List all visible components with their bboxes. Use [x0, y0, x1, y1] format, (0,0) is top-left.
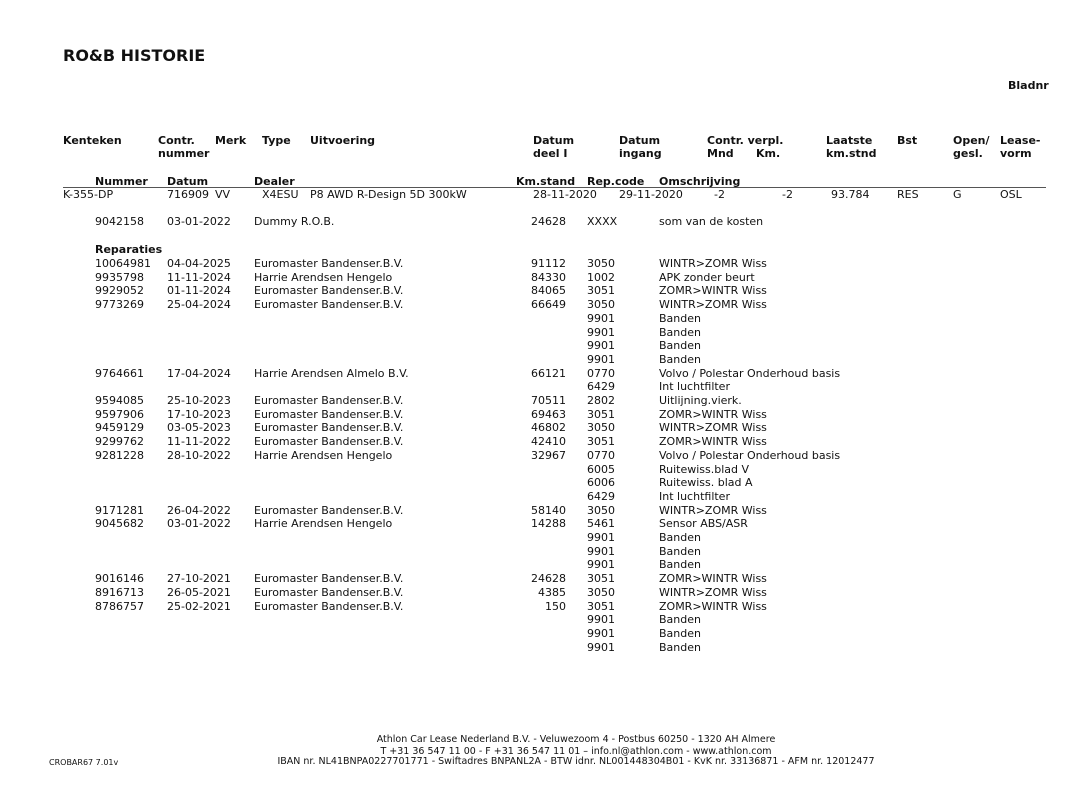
row-omschrijving: WINTR>ZOMR Wiss [659, 257, 767, 270]
row-km: 66649 [531, 298, 566, 312]
row-datum: 25-10-2023 [167, 394, 231, 407]
row-omschrijving: Uitlijning.vierk. [659, 394, 742, 407]
vehicle-merk: VV [215, 188, 231, 201]
col-datum: Datum [167, 175, 209, 188]
row-omschrijving: Banden [659, 558, 701, 572]
row-dealer: Harrie Arendsen Hengelo [254, 517, 393, 531]
row-repcode: 9901 [587, 613, 615, 627]
row-datum: 26-04-2022 [167, 503, 231, 517]
row-nummer: 9594085 [95, 394, 144, 407]
row-km: 84065 [531, 284, 566, 298]
vehicle-contract: 716909 [167, 188, 209, 201]
row-repcode: 9901 [587, 544, 615, 558]
row-repcode: 1002 [587, 270, 615, 284]
row-nummer: 9281228 [95, 448, 144, 462]
row-omschrijving: Volvo / Polestar Onderhoud basis [659, 448, 841, 462]
vehicle-datum-ingang: 29-11-2020 [619, 188, 683, 201]
row-datum: 17-04-2024 [167, 366, 231, 380]
col-datum-deel: Datum [533, 134, 575, 147]
row-dealer: Euromaster Bandenser.B.V. [254, 503, 404, 517]
row-repcode: 3050 [587, 503, 615, 517]
row-omschrijving: Sensor ABS/ASR [659, 517, 748, 531]
row-omschrijving: WINTR>ZOMR Wiss [659, 503, 767, 517]
row-km: 24628 [531, 572, 566, 586]
row-datum: 01-11-2024 [167, 284, 231, 298]
row-omschrijving: Banden [659, 311, 701, 325]
vehicle-mnd: -2 [714, 188, 725, 201]
row-repcode: 6005 [587, 462, 615, 476]
col-datum-ingang: Datum [619, 134, 661, 147]
col-dealer: Dealer [254, 175, 295, 188]
row-repcode: 9901 [587, 531, 615, 544]
col-open-2: gesl. [953, 147, 983, 160]
row-omschrijving: ZOMR>WINTR Wiss [659, 435, 767, 449]
row-nummer: 9171281 [95, 503, 144, 517]
footer-bank: IBAN nr. NL41BNPA0227701771 - Swiftadres BNPANL2A - BTW idnr. NL001448304B01 - KvK nr. 33136871 - AFM nr. 12012477 [277, 756, 875, 767]
row-datum: 04-04-2025 [167, 257, 231, 270]
summary-omschrijving: som van de kosten [659, 215, 764, 228]
row-repcode: 3051 [587, 599, 615, 613]
row-km: 70511 [531, 394, 566, 407]
col-laatste: Laatste [826, 134, 873, 147]
row-dealer: Euromaster Bandenser.B.V. [254, 407, 404, 421]
page-title: RO&B HISTORIE [63, 46, 206, 65]
row-repcode: 9901 [587, 311, 615, 325]
row-datum: 26-05-2021 [167, 585, 231, 599]
row-omschrijving: APK zonder beurt [659, 270, 755, 284]
row-km: 32967 [531, 448, 566, 462]
row-omschrijving: Int luchtfilter [659, 489, 730, 503]
row-omschrijving: Int luchtfilter [659, 380, 730, 394]
bladnr-label: Bladnr [1008, 79, 1049, 92]
summary-code: XXXX [587, 215, 618, 228]
row-omschrijving: Ruitewiss. blad A [659, 476, 753, 490]
col-open: Open/ [953, 134, 990, 147]
col-datum-deel-2: deel I [533, 147, 568, 160]
col-merk: Merk [215, 134, 247, 147]
col-nummer: Nummer [95, 175, 148, 188]
footer-contact: T +31 36 547 11 00 - F +31 36 547 11 01 – info.nl@athlon.com - www.athlon.com [380, 746, 772, 757]
row-repcode: 9901 [587, 325, 615, 339]
col-lease: Lease- [1000, 134, 1041, 147]
row-datum: 11-11-2024 [167, 270, 231, 284]
summary-nummer: 9042158 [95, 215, 144, 228]
row-dealer: Euromaster Bandenser.B.V. [254, 284, 404, 298]
row-nummer: 9597906 [95, 407, 144, 421]
row-km: 66121 [531, 366, 566, 380]
row-repcode: 0770 [587, 448, 615, 462]
row-repcode: 9901 [587, 352, 615, 366]
col-mnd: Mnd [707, 147, 734, 160]
row-nummer: 9299762 [95, 435, 144, 449]
footer-address: Athlon Car Lease Nederland B.V. - Veluwezoom 4 - Postbus 60250 - 1320 AH Almere [376, 734, 776, 745]
row-repcode: 2802 [587, 394, 615, 407]
col-repcode: Rep.code [587, 175, 645, 188]
row-datum: 17-10-2023 [167, 407, 231, 421]
col-contr-verpl: Contr. verpl. [707, 134, 784, 147]
row-dealer: Euromaster Bandenser.B.V. [254, 257, 404, 270]
row-km: 58140 [531, 503, 566, 517]
row-datum: 03-01-2022 [167, 517, 231, 531]
row-repcode: 9901 [587, 558, 615, 572]
row-dealer: Harrie Arendsen Hengelo [254, 270, 393, 284]
row-datum: 25-02-2021 [167, 599, 231, 613]
row-repcode: 0770 [587, 366, 615, 380]
row-dealer: Euromaster Bandenser.B.V. [254, 572, 404, 586]
row-omschrijving: ZOMR>WINTR Wiss [659, 407, 767, 421]
col-km: Km. [756, 147, 781, 160]
vehicle-lease: OSL [1000, 188, 1022, 201]
row-omschrijving: Banden [659, 352, 701, 366]
row-datum: 11-11-2022 [167, 435, 231, 449]
row-datum: 03-05-2023 [167, 421, 231, 435]
row-km: 42410 [531, 435, 566, 449]
row-nummer: 9016146 [95, 572, 144, 586]
row-nummer: 9935798 [95, 270, 144, 284]
row-omschrijving: WINTR>ZOMR Wiss [659, 585, 767, 599]
row-dealer: Euromaster Bandenser.B.V. [254, 421, 404, 435]
row-omschrijving: Banden [659, 613, 701, 627]
row-repcode: 3050 [587, 298, 615, 312]
vehicle-kenteken: K-355-DP [63, 188, 114, 201]
row-datum: 28-10-2022 [167, 448, 231, 462]
row-omschrijving: Ruitewiss.blad V [659, 462, 750, 476]
summary-dealer: Dummy R.O.B. [254, 215, 335, 228]
row-repcode: 3050 [587, 585, 615, 599]
col-datum-ingang-2: ingang [619, 147, 662, 160]
col-omschrijving: Omschrijving [659, 175, 741, 188]
row-omschrijving: Banden [659, 640, 701, 654]
row-km: 150 [545, 599, 566, 613]
row-dealer: Harrie Arendsen Almelo B.V. [254, 366, 409, 380]
col-uitvoering: Uitvoering [310, 134, 376, 147]
row-repcode: 3051 [587, 407, 615, 421]
col-laatste-2: km.stnd [826, 147, 877, 160]
col-contr-nummer: nummer [158, 147, 210, 160]
row-omschrijving: Banden [659, 531, 701, 544]
row-repcode: 6006 [587, 476, 615, 490]
row-nummer: 9459129 [95, 421, 144, 435]
row-km: 84330 [531, 270, 566, 284]
row-omschrijving: ZOMR>WINTR Wiss [659, 599, 767, 613]
row-dealer: Euromaster Bandenser.B.V. [254, 585, 404, 599]
row-km: 69463 [531, 407, 566, 421]
col-type: Type [262, 134, 291, 147]
vehicle-laatste-kmstand: 93.784 [831, 188, 870, 201]
row-repcode: 9901 [587, 640, 615, 654]
col-kenteken: Kenteken [63, 134, 122, 147]
document-code: CROBAR67 7.01v [49, 758, 119, 767]
summary-km: 24628 [531, 215, 566, 228]
col-kmstand: Km.stand [516, 175, 576, 188]
row-repcode: 3050 [587, 421, 615, 435]
row-dealer: Euromaster Bandenser.B.V. [254, 599, 404, 613]
row-repcode: 9901 [587, 626, 615, 640]
row-omschrijving: Banden [659, 325, 701, 339]
row-repcode: 6429 [587, 380, 615, 394]
row-omschrijving: Banden [659, 626, 701, 640]
row-omschrijving: ZOMR>WINTR Wiss [659, 572, 767, 586]
row-omschrijving: Volvo / Polestar Onderhoud basis [659, 366, 841, 380]
row-dealer: Euromaster Bandenser.B.V. [254, 435, 404, 449]
row-datum: 27-10-2021 [167, 572, 231, 586]
row-nummer: 9764661 [95, 366, 144, 380]
col-bst: Bst [897, 134, 918, 147]
row-repcode: 3051 [587, 284, 615, 298]
vehicle-datum-deel: 28-11-2020 [533, 188, 597, 201]
reparaties-heading: Reparaties [95, 243, 163, 256]
row-omschrijving: Banden [659, 339, 701, 353]
vehicle-type: X4ESU [262, 188, 299, 201]
row-km: 91112 [531, 257, 566, 270]
row-repcode: 3050 [587, 257, 615, 270]
row-dealer: Euromaster Bandenser.B.V. [254, 298, 404, 312]
vehicle-bst: RES [897, 188, 919, 201]
row-nummer: 9045682 [95, 517, 144, 531]
row-omschrijving: WINTR>ZOMR Wiss [659, 421, 767, 435]
row-repcode: 3051 [587, 435, 615, 449]
row-km: 4385 [538, 585, 566, 599]
row-nummer: 9773269 [95, 298, 144, 312]
row-nummer: 8786757 [95, 599, 144, 613]
vehicle-uitvoering: P8 AWD R-Design 5D 300kW [310, 188, 467, 201]
row-nummer: 8916713 [95, 585, 144, 599]
row-nummer: 10064981 [95, 257, 151, 270]
row-nummer: 9929052 [95, 284, 144, 298]
summary-datum: 03-01-2022 [167, 215, 231, 228]
row-omschrijving: ZOMR>WINTR Wiss [659, 284, 767, 298]
row-repcode: 3051 [587, 572, 615, 586]
row-km: 46802 [531, 421, 566, 435]
row-omschrijving: WINTR>ZOMR Wiss [659, 298, 767, 312]
row-dealer: Harrie Arendsen Hengelo [254, 448, 393, 462]
vehicle-open: G [953, 188, 962, 201]
row-datum: 25-04-2024 [167, 298, 231, 312]
row-repcode: 5461 [587, 517, 615, 531]
row-omschrijving: Banden [659, 544, 701, 558]
row-dealer: Euromaster Bandenser.B.V. [254, 394, 404, 407]
row-repcode: 9901 [587, 339, 615, 353]
vehicle-km: -2 [782, 188, 793, 201]
row-repcode: 6429 [587, 489, 615, 503]
row-km: 14288 [531, 517, 566, 531]
col-contr: Contr. [158, 134, 195, 147]
col-lease-2: vorm [1000, 147, 1032, 160]
